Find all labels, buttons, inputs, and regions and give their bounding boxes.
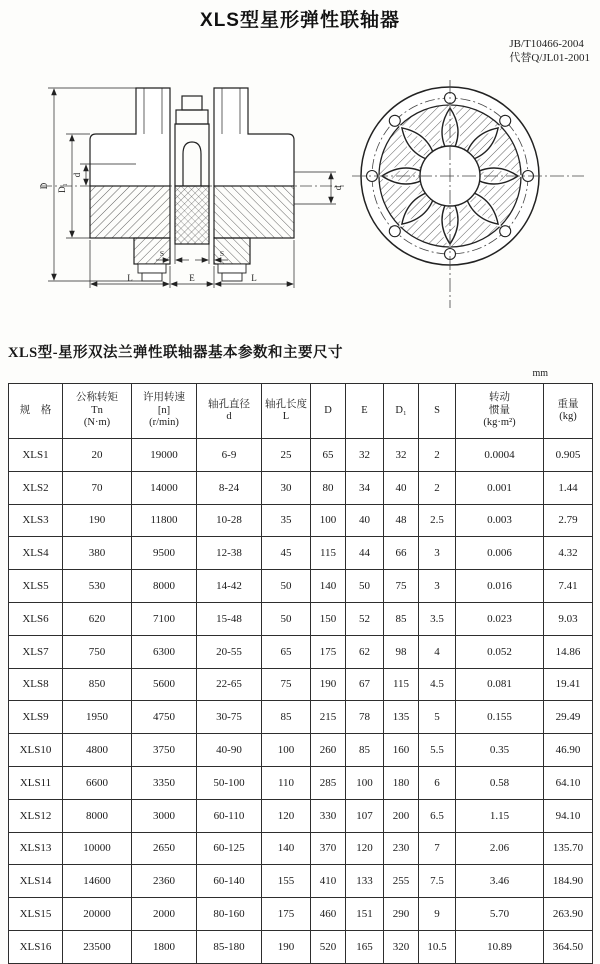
table-cell: 135 <box>384 701 419 734</box>
table-cell: 48 <box>384 504 419 537</box>
table-cell: 3.5 <box>419 602 456 635</box>
table-cell: 3 <box>419 537 456 570</box>
table-cell: 75 <box>384 570 419 603</box>
table-cell: 40-90 <box>197 734 262 767</box>
table-cell: 410 <box>311 865 346 898</box>
table-cell: 0.0004 <box>456 439 544 472</box>
table-cell: 100 <box>346 766 384 799</box>
table-cell: 100 <box>262 734 311 767</box>
table-cell: 10000 <box>63 832 132 865</box>
table-cell: XLS5 <box>9 570 63 603</box>
table-cell: 5 <box>419 701 456 734</box>
dimension-label-S-right: S <box>219 249 225 258</box>
table-row <box>9 865 593 898</box>
parameters-table <box>8 383 593 964</box>
table-cell: 30-75 <box>197 701 262 734</box>
table-cell: 60-140 <box>197 865 262 898</box>
table-cell: 115 <box>384 668 419 701</box>
table-cell: 14-42 <box>197 570 262 603</box>
table-cell: 160 <box>384 734 419 767</box>
front-view-drawing <box>350 76 586 312</box>
table-header-cell: 许用转速 [n] (r/min) <box>132 384 197 439</box>
table-cell: 133 <box>346 865 384 898</box>
table-cell: 50 <box>262 570 311 603</box>
table-cell: 11800 <box>132 504 197 537</box>
table-cell: 0.052 <box>456 635 544 668</box>
table-cell: 290 <box>384 898 419 931</box>
table-cell: 140 <box>262 832 311 865</box>
table-cell: 1950 <box>63 701 132 734</box>
table-cell: 0.016 <box>456 570 544 603</box>
table-cell: 184.90 <box>544 865 593 898</box>
table-cell: 120 <box>346 832 384 865</box>
table-cell: 14000 <box>132 471 197 504</box>
table-cell: 14.86 <box>544 635 593 668</box>
table-cell: 2.5 <box>419 504 456 537</box>
table-cell: 3350 <box>132 766 197 799</box>
table-cell: 8-24 <box>197 471 262 504</box>
table-cell: XLS8 <box>9 668 63 701</box>
table-cell: 50 <box>346 570 384 603</box>
table-row <box>9 668 593 701</box>
coupling-section-bottom <box>90 186 294 281</box>
table-cell: 0.35 <box>456 734 544 767</box>
table-row <box>9 766 593 799</box>
table-cell: 364.50 <box>544 930 593 963</box>
table-cell: 98 <box>384 635 419 668</box>
table-cell: 85 <box>384 602 419 635</box>
table-cell: 190 <box>63 504 132 537</box>
table-cell: 5600 <box>132 668 197 701</box>
table-cell: 230 <box>384 832 419 865</box>
table-cell: 19000 <box>132 439 197 472</box>
table-cell: 60-110 <box>197 799 262 832</box>
table-cell: 380 <box>63 537 132 570</box>
table-cell: 23500 <box>63 930 132 963</box>
table-cell: 7100 <box>132 602 197 635</box>
table-cell: 0.001 <box>456 471 544 504</box>
table-cell: 40 <box>346 504 384 537</box>
dimension-label-D: D <box>39 182 49 190</box>
table-cell: 2.06 <box>456 832 544 865</box>
table-cell: 320 <box>384 930 419 963</box>
table-cell: 0.006 <box>456 537 544 570</box>
table-cell: 46.90 <box>544 734 593 767</box>
table-cell: 60-125 <box>197 832 262 865</box>
table-cell: 4.32 <box>544 537 593 570</box>
table-cell: 120 <box>262 799 311 832</box>
table-cell: 200 <box>384 799 419 832</box>
table-header-row <box>9 384 593 439</box>
table-cell: XLS1 <box>9 439 63 472</box>
table-header-cell: S <box>419 384 456 439</box>
table-cell: 180 <box>384 766 419 799</box>
table-cell: 150 <box>311 602 346 635</box>
table-cell: 7.41 <box>544 570 593 603</box>
table-cell: 78 <box>346 701 384 734</box>
table-cell: 62 <box>346 635 384 668</box>
table-row <box>9 832 593 865</box>
table-cell: 80 <box>311 471 346 504</box>
table-cell: 44 <box>346 537 384 570</box>
table-cell: 25 <box>262 439 311 472</box>
table-cell: 2000 <box>132 898 197 931</box>
unit-label: mm <box>532 368 548 379</box>
table-row <box>9 898 593 931</box>
table-cell: 10.5 <box>419 930 456 963</box>
table-cell: 19.41 <box>544 668 593 701</box>
table-cell: XLS15 <box>9 898 63 931</box>
table-cell: XLS11 <box>9 766 63 799</box>
table-header-cell: E <box>346 384 384 439</box>
table-cell: 6 <box>419 766 456 799</box>
table-cell: 6-9 <box>197 439 262 472</box>
table-cell: 110 <box>262 766 311 799</box>
table-cell: XLS6 <box>9 602 63 635</box>
table-cell: 66 <box>384 537 419 570</box>
dimension-label-E: E <box>189 273 195 283</box>
table-cell: 65 <box>311 439 346 472</box>
table-cell: 1.15 <box>456 799 544 832</box>
table-cell: 7.5 <box>419 865 456 898</box>
table-cell: XLS16 <box>9 930 63 963</box>
table-cell: 32 <box>384 439 419 472</box>
table-cell: 70 <box>63 471 132 504</box>
table-cell: 1.44 <box>544 471 593 504</box>
table-cell: 10.89 <box>456 930 544 963</box>
table-cell: 65 <box>262 635 311 668</box>
table-cell: 2360 <box>132 865 197 898</box>
table-cell: 4800 <box>63 734 132 767</box>
table-cell: 285 <box>311 766 346 799</box>
table-cell: 255 <box>384 865 419 898</box>
table-cell: 530 <box>63 570 132 603</box>
table-header-cell: 规 格 <box>9 384 63 439</box>
table-cell: 8000 <box>63 799 132 832</box>
table-cell: 190 <box>262 930 311 963</box>
table-cell: XLS9 <box>9 701 63 734</box>
table-cell: 100 <box>311 504 346 537</box>
table-cell: XLS12 <box>9 799 63 832</box>
table-cell: 260 <box>311 734 346 767</box>
table-cell: 64.10 <box>544 766 593 799</box>
table-cell: 15-48 <box>197 602 262 635</box>
table-cell: 10-28 <box>197 504 262 537</box>
table-cell: 175 <box>262 898 311 931</box>
dimension-label-L-right: L <box>251 273 257 283</box>
table-cell: 5.70 <box>456 898 544 931</box>
standard-codes <box>509 37 590 66</box>
table-cell: 4750 <box>132 701 197 734</box>
dimension-label-d-left: d <box>72 172 82 178</box>
table-cell: XLS2 <box>9 471 63 504</box>
replaces-code: 代替Q/JL01-2001 <box>509 52 590 65</box>
table-cell: 20-55 <box>197 635 262 668</box>
table-cell: 1800 <box>132 930 197 963</box>
table-cell: 94.10 <box>544 799 593 832</box>
table-row <box>9 504 593 537</box>
table-cell: 22-65 <box>197 668 262 701</box>
table-cell: XLS14 <box>9 865 63 898</box>
table-cell: XLS7 <box>9 635 63 668</box>
table-cell: 9 <box>419 898 456 931</box>
section-title: XLS型-星形双法兰弹性联轴器基本参数和主要尺寸 <box>8 345 344 361</box>
table-cell: 12-38 <box>197 537 262 570</box>
table-cell: 2 <box>419 471 456 504</box>
table-cell: 4.5 <box>419 668 456 701</box>
table-header-cell: 轴孔长度 L <box>262 384 311 439</box>
table-cell: 80-160 <box>197 898 262 931</box>
table-cell: 3.46 <box>456 865 544 898</box>
table-header-cell: 轴孔直径 d <box>197 384 262 439</box>
table-cell: 32 <box>346 439 384 472</box>
table-cell: 20000 <box>63 898 132 931</box>
table-cell: 190 <box>311 668 346 701</box>
table-cell: XLS13 <box>9 832 63 865</box>
table-cell: 85 <box>346 734 384 767</box>
table-row <box>9 635 593 668</box>
table-header-cell: D <box>311 384 346 439</box>
table-cell: 85 <box>262 701 311 734</box>
table-cell: 85-180 <box>197 930 262 963</box>
table-cell: XLS4 <box>9 537 63 570</box>
dimension-label-d-right: d <box>333 185 343 191</box>
table-cell: 29.49 <box>544 701 593 734</box>
table-cell: 0.081 <box>456 668 544 701</box>
standard-code: JB/T10466-2004 <box>509 38 584 50</box>
table-cell: 52 <box>346 602 384 635</box>
table-cell: 460 <box>311 898 346 931</box>
table-cell: 2650 <box>132 832 197 865</box>
table-row <box>9 701 593 734</box>
table-header-cell: 公称转矩 Tn (N·m) <box>63 384 132 439</box>
table-cell: 6300 <box>132 635 197 668</box>
table-cell: 115 <box>311 537 346 570</box>
table-cell: 4 <box>419 635 456 668</box>
table-cell: 7 <box>419 832 456 865</box>
table-cell: 263.90 <box>544 898 593 931</box>
table-cell: 67 <box>346 668 384 701</box>
dimension-label-S-left: S <box>159 249 165 258</box>
table-cell: 20 <box>63 439 132 472</box>
table-cell: 370 <box>311 832 346 865</box>
table-cell: 520 <box>311 930 346 963</box>
table-row <box>9 439 593 472</box>
table-cell: 3000 <box>132 799 197 832</box>
table-cell: 151 <box>346 898 384 931</box>
table-cell: 34 <box>346 471 384 504</box>
table-row <box>9 537 593 570</box>
table-cell: 75 <box>262 668 311 701</box>
table-cell: XLS10 <box>9 734 63 767</box>
table-cell: 215 <box>311 701 346 734</box>
table-cell: 35 <box>262 504 311 537</box>
dimension-label-D1: D₁ <box>57 183 67 193</box>
table-cell: 5.5 <box>419 734 456 767</box>
table-header-cell: 重量 (kg) <box>544 384 593 439</box>
coupling-outline-top <box>90 88 294 186</box>
page-title: XLS型星形弹性联轴器 <box>200 10 400 31</box>
table-row <box>9 471 593 504</box>
table-cell: XLS3 <box>9 504 63 537</box>
table-cell: 0.58 <box>456 766 544 799</box>
table-cell: 9500 <box>132 537 197 570</box>
table-cell: 6600 <box>63 766 132 799</box>
table-row <box>9 799 593 832</box>
table-cell: 0.155 <box>456 701 544 734</box>
table-cell: 2 <box>419 439 456 472</box>
table-cell: 14600 <box>63 865 132 898</box>
dimension-label-L-left: L <box>127 273 133 283</box>
table-header-cell: 转动 惯量 (kg·m²) <box>456 384 544 439</box>
table-cell: 6.5 <box>419 799 456 832</box>
table-cell: 45 <box>262 537 311 570</box>
table-cell: 9.03 <box>544 602 593 635</box>
table-cell: 750 <box>63 635 132 668</box>
table-cell: 3 <box>419 570 456 603</box>
table-cell: 50-100 <box>197 766 262 799</box>
table-cell: 850 <box>63 668 132 701</box>
section-view-drawing <box>36 76 348 310</box>
table-cell: 107 <box>346 799 384 832</box>
table-cell: 3750 <box>132 734 197 767</box>
table-cell: 165 <box>346 930 384 963</box>
table-cell: 175 <box>311 635 346 668</box>
table-row <box>9 602 593 635</box>
table-cell: 140 <box>311 570 346 603</box>
table-cell: 8000 <box>132 570 197 603</box>
table-cell: 620 <box>63 602 132 635</box>
table-cell: 155 <box>262 865 311 898</box>
table-cell: 0.003 <box>456 504 544 537</box>
table-cell: 50 <box>262 602 311 635</box>
table-cell: 0.905 <box>544 439 593 472</box>
table-header-cell: D₁ <box>384 384 419 439</box>
table-cell: 40 <box>384 471 419 504</box>
table-cell: 330 <box>311 799 346 832</box>
table-cell: 0.023 <box>456 602 544 635</box>
table-cell: 135.70 <box>544 832 593 865</box>
table-cell: 2.79 <box>544 504 593 537</box>
table-row <box>9 570 593 603</box>
table-cell: 30 <box>262 471 311 504</box>
table-row <box>9 930 593 963</box>
table-row <box>9 734 593 767</box>
